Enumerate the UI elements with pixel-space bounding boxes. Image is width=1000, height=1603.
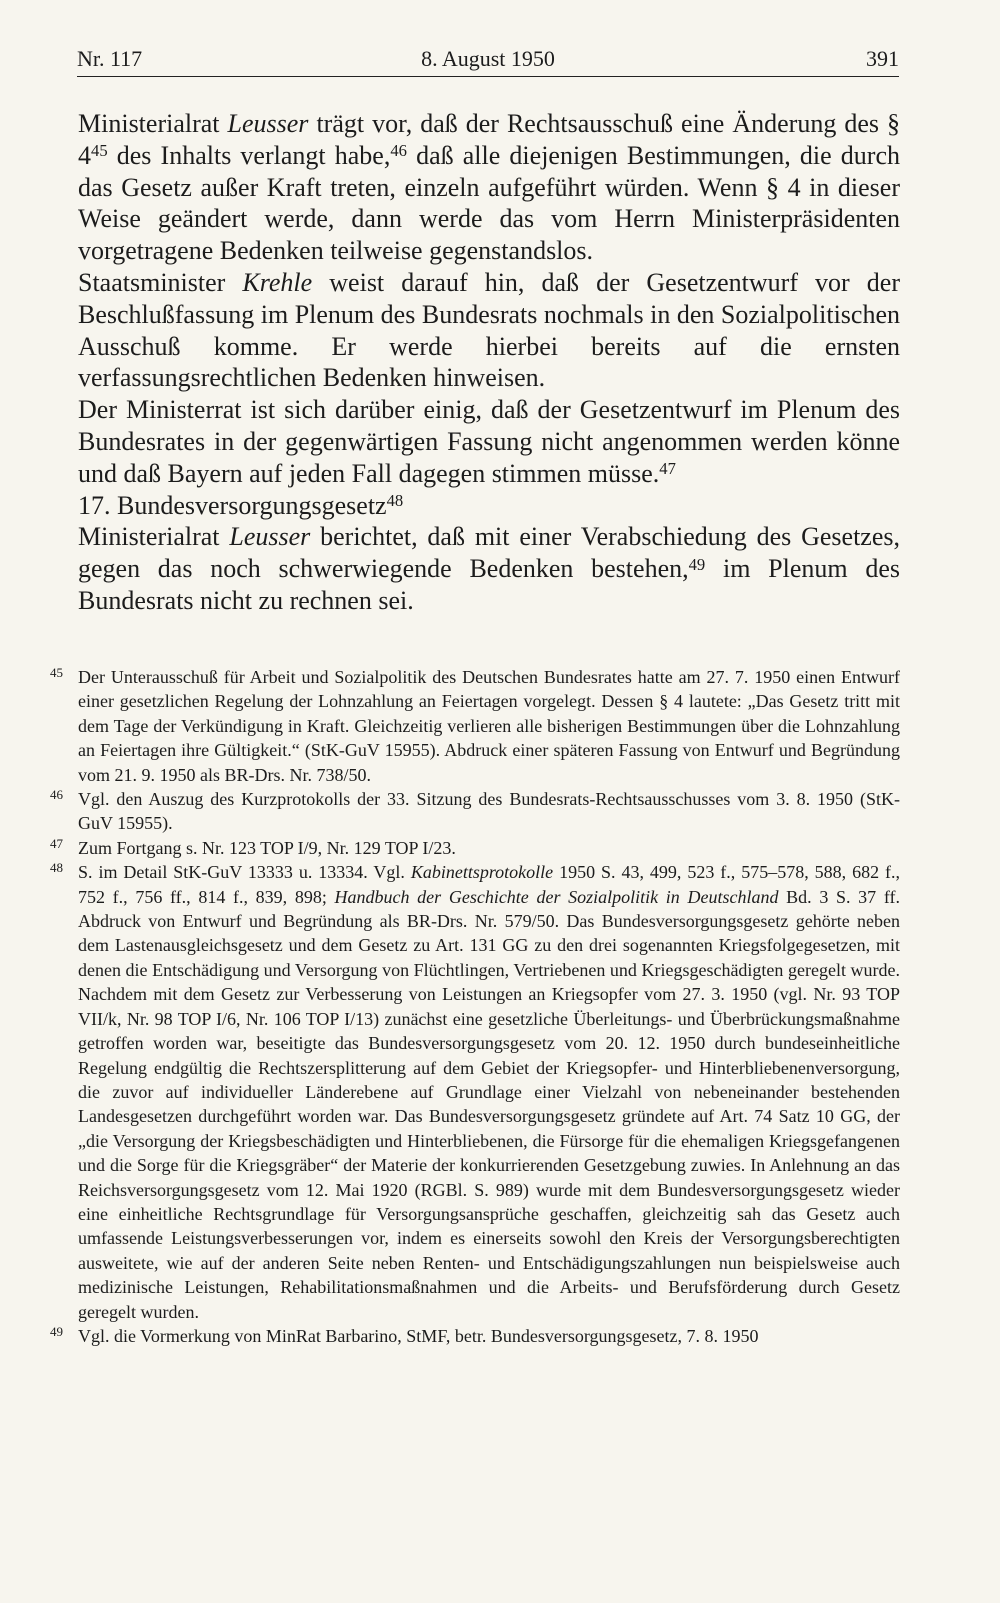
running-header xyxy=(77,42,899,77)
page-number: 391 xyxy=(866,46,899,71)
footnote-45: 45 Der Unterausschuß für Arbeit und Sozialpolitik des Deutschen Bundesrates hatte am 27. 7. 1950 einen Entwurf einer gesetzlichen Regelung der Lohnzahlung an Feiertagen vorgelegt. Dessen § 4 lautete: „Das Gesetz tritt mit dem Tage der Verkündigung in Kraft. Gleichzeitig verlieren alle bisherigen Bestimmungen über die Lohnzahlung an Feiertagen ihre Gültigkeit.“ (StK-GuV 15955). Abdruck einer späteren Fassung von Entwurf und Begründung vom 21. 9. 1950 als BR-Drs. Nr. 738/50. xyxy=(50,665,900,787)
footnote-number: 46 xyxy=(50,787,63,803)
agenda-item-heading: 17. Bundesversorgungsgesetz$^{48}$ xyxy=(78,490,404,520)
speaker-name: Leusser xyxy=(229,522,311,552)
footnote-number: 47 xyxy=(50,835,63,851)
header-date: 8. August 1950 xyxy=(421,46,555,71)
footnote-ref[interactable]: 46 xyxy=(390,141,407,161)
footnote-number: 48 xyxy=(50,860,63,876)
footnote-47: 47 Zum Fortgang s. Nr. 123 TOP I/9, Nr. 129 TOP I/23. xyxy=(50,836,900,860)
main-text xyxy=(78,108,900,617)
footnote-number: 45 xyxy=(50,665,63,680)
paragraph-council-decision: Der Ministerrat ist sich darüber einig, daß der Gesetzentwurf im Plenum des Bundesrates in der gegenwärtigen Fassung nicht angenommen werden könne und daß Bayern auf jeden Fall dagegen stimmen müsse.$^{47}$ xyxy=(78,395,900,488)
paragraph-leusser-vote: Ministerialrat Leusser berichtet, daß mit einer Verabschiedung des Gesetzes, gegen das noch schwerwiegende Bedenken bestehen,$^{49}$ im Plenum des Bundesrats nicht zu rechnen sei. xyxy=(78,522,901,615)
paragraph-krehle-note: Staatsminister Krehle weist darauf hin, daß der Gesetzentwurf vor der Beschlußfassung im Plenum des Bundesrats nochmals in den Sozialpolitischen Ausschuß komme. Er werde hierbei bereits auf die ernsten verfassungsrechtlichen Bedenken hinweisen. xyxy=(78,267,900,393)
footnote-48: 48 S. im Detail StK-GuV 13333 u. 13334. Vgl. Kabinettsprotokolle 1950 S. 43, 499, 523 f., 575–578, 588, 682 f., 752 f., 756 ff., 814 f., 839, 898; Handbuch der Geschichte der Sozialpolitik in Deutschland Bd. 3 S. 37 ff. Abdruck von Entwurf und Begründung als BR-Drs. Nr. 579/50. Das Bundesversorgungsgesetz gehörte neben dem Lastenausgleichsgesetz und dem Gesetz zu Art. 131 GG zu den drei sogenannten Kriegsfolgegesetzen, mit denen die Entschädigung und Versorgung von Flüchtlingen, Vertriebenen und Kriegsgeschädigten geregelt wurde. Nachdem mit dem Gesetz zur Verbesserung von Leistungen an Kriegsopfer vom 27. 3. 1950 (vgl. Nr. 93 TOP VII/k, Nr. 98 TOP I/6, Nr. 106 TOP I/13) zunächst eine gesetzliche Überleitungs- und Überbrückungsmaßnahme getroffen worden war, beseitigte das Bundesversorgungsgesetz vom 20. 12. 1950 durch bundeseinheitliche Regelung endgültig die Rechtszersplitterung auf dem Gebiet der Kriegsopfer- und Hinterbliebenenversorgung, die zuvor auf individueller Länderebene auf Grundlage einer Vielzahl von nebeneinander bestehenden Landesgesetzen durchgeführt worden war. Das Bundesversorgungsgesetz gründete auf Art. 74 Satz 10 GG, der „die Versorgung der Kriegsbeschädigten und Hinterbliebenen, die Fürsorge für die ehemaligen Kriegsgefangenen und die Sorge für die Kriegsgräber“ der Materie der konkurrierenden Gesetzgebung zuwies. In Anlehnung an das Reichsversorgungsgesetz vom 12. Mai 1920 (RGBl. S. 989) wurde mit dem Bundesversorgungsgesetz wieder eine einheitliche Rechtsgrundlage für Versorgungsansprüche geschaffen, gleichzeitig sah das Gesetz auch umfassende Leistungsverbesserungen vor, indem es einerseits sowohl den Kreis der Versorgungsberechtigten ausweitete, wie auf der anderen Seite neben Renten- und Entschädigungszahlungen nun beispielsweise auch medizinische Leistungen, Rehabilitationsmaßnahmen und die Arbeits- und Berufsförderung durch Gesetz geregelt wurden. xyxy=(50,860,900,1324)
document-number: Nr. 117 xyxy=(77,46,143,71)
cited-title: Handbuch der Geschichte der Sozialpolitik in Deutschland xyxy=(334,886,779,907)
speaker-name: Leusser xyxy=(227,109,309,138)
footnote-ref[interactable]: 47 xyxy=(659,459,676,479)
footnote-49: 49 Vgl. die Vormerkung von MinRat Barbarino, StMF, betr. Bundesversorgungsgesetz, 7. 8. 1950 xyxy=(50,1324,900,1348)
paragraph-leusser-report: Ministerialrat Leusser trägt vor, daß der Rechtsausschuß eine Änderung des § $4^{45}$ des Inhalts verlangt habe,$^{46}$ daß alle diejenigen Bestimmungen, die durch das Gesetz außer Kraft treten, einzeln aufgeführt würden. Wenn § 4 in dieser Weise geändert werde, dann werde das vom Herrn Ministerpräsidenten vorgetragene Bedenken teilweise gegenstandslos. xyxy=(78,109,901,266)
cited-title: Kabinettsprotokolle xyxy=(410,862,554,883)
speaker-name: Krehle xyxy=(242,267,313,297)
footnote-ref[interactable]: 49 xyxy=(688,554,706,574)
footnotes-section xyxy=(50,665,900,1348)
footnote-ref[interactable]: 45 xyxy=(91,141,108,161)
footnote-number: 49 xyxy=(50,1323,63,1339)
footnote-46: 46 Vgl. den Auszug des Kurzprotokolls der 33. Sitzung des Bundesrats-Rechtsausschusses vom 3. 8. 1950 (StK-GuV 15955). xyxy=(50,787,900,836)
footnote-ref[interactable]: 48 xyxy=(386,491,404,511)
